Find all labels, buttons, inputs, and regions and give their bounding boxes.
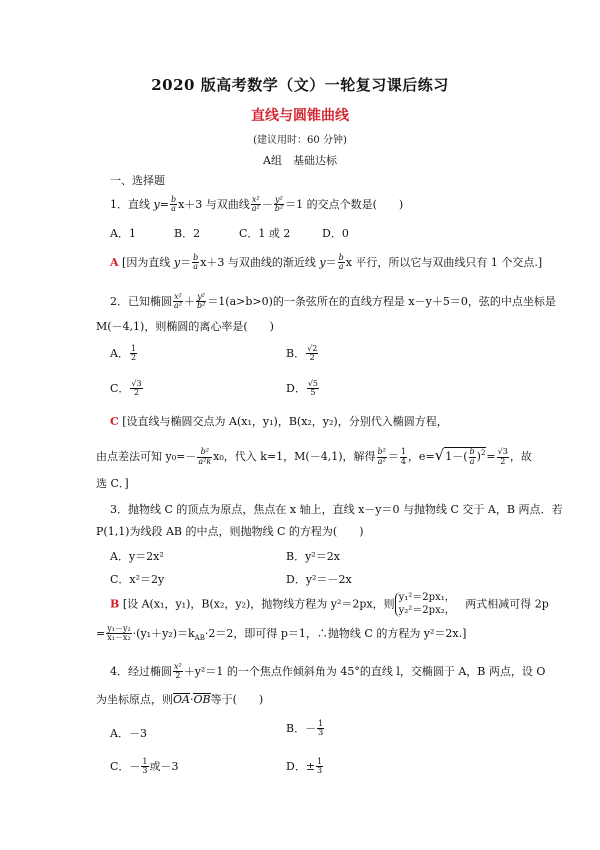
q4-stem: 4．经过椭圆 $\frac{\text{x²}}{2}$ ＋y²＝1 的一个焦点作倾斜角为 45°的直线 l，交椭圆于 A，B 两点，设 O [110, 662, 546, 681]
q2-option-b: B． $\frac{√2}{2}$ [286, 344, 318, 363]
q2-option-c: C． $\frac{√3}{2}$ [110, 379, 142, 398]
q1-stem: 1．直线 y= $\frac{b}{a}$ x＋3 与双曲线 $\frac{\text{x²}}{\text{a²}}$ － $\frac{\text{y²}}{\text{b²}}$ ＝1 的交点个数是( ) [110, 195, 404, 214]
q1-option-d: D．0 [322, 227, 349, 240]
q1-answer-letter: A [110, 255, 119, 269]
q2-answer-line2: 由点差法可知 y₀=－ $\frac{\text{b²}}{\text{a²k}}$ x₀，代入 k=1，M(－4,1)，解得 $\frac{\text{b²}}{\text{a²}}$ ＝ $\frac{1}{4}$ ，e=√1－( $\frac{b}{a}$ )$^2$= $\frac{√3}{2}$ ，故 [96, 446, 532, 466]
q2-answer-letter: C [110, 415, 119, 428]
q2-answer-line1: C [设直线与椭圆交点为 A(x₁，y₁)，B(x₂，y₂)，分别代入椭圆方程， [110, 415, 448, 428]
q4-stem-line2: 为坐标原点，则OA·OB等于( ) [96, 693, 264, 706]
q2-answer-line3: 选 C．] [96, 477, 129, 490]
group-label: A组 基础达标 [263, 154, 337, 167]
q3-answer-letter: B [110, 597, 120, 611]
q4-option-c: C．－ $\frac{1}{3}$ 或－3 [110, 757, 179, 776]
q3-option-d: D．y²＝－2x [286, 573, 352, 586]
q2-stem-line2: M(－4,1)，则椭圆的离心率是( ) [96, 320, 274, 333]
q3-option-a: A．y＝2x² [110, 550, 164, 563]
q3-stem-line2: P(1,1)为线段 AB 的中点，则抛物线 C 的方程为( ) [96, 525, 364, 538]
q1-option-a: A．1 [110, 227, 136, 240]
q4-option-d: D．± $\frac{1}{3}$ [286, 757, 323, 776]
q3-equation-system: y₁²＝2px₁， y₂²＝2px₂， [395, 592, 455, 617]
page-title: 2020 版高考数学（文）一轮复习课后练习 [151, 76, 449, 94]
q1-option-b: B．2 [174, 227, 201, 240]
q3-answer-line2: = $\frac{\text{y₁－y₂}}{\text{x₁－x₂}}$ $\cdot(y_1+y_2)=k_{AB}\cdot 2=2$，即可得 p＝1，∴抛物线 C 的方程为 y²＝2x.] [96, 624, 467, 643]
vector-ob: OB [193, 693, 211, 706]
vector-oa: OA [173, 693, 190, 706]
q2-option-a: A． $\frac{1}{2}$ [110, 344, 137, 363]
q1-option-c: C．1 或 2 [239, 227, 291, 240]
q3-option-b: B．y²＝2x [286, 550, 340, 563]
q2-stem: 2．已知椭圆 $\frac{\text{x²}}{\text{a²}}$ ＋ $\frac{\text{y²}}{\text{b²}}$ ＝1(a>b>0)的一条弦所在的直线方程是 x－y＋5＝0，弦的中点坐标是 [110, 292, 556, 311]
q1-answer: A [因为直线 y＝ $\frac{b}{a}$ x＋3 与双曲线的渐近线 y＝ $\frac{b}{a}$ x 平行，所以它与双曲线只有 1 个交点.] [110, 253, 543, 272]
page-subtitle: 直线与圆锥曲线 [251, 108, 349, 124]
q4-option-b: B．－ $\frac{1}{3}$ [286, 719, 324, 738]
section-heading: 一、选择题 [110, 174, 165, 187]
q3-option-c: C．x²＝2y [110, 573, 165, 586]
time-hint: (建议用时：60 分钟) [253, 135, 347, 146]
q4-option-a: A．－3 [110, 727, 147, 740]
q3-stem: 3．抛物线 C 的顶点为原点，焦点在 x 轴上，直线 x－y＝0 与抛物线 C 交于 A，B 两点．若 [110, 503, 563, 516]
q3-answer-line1: B [设 A(x₁，y₁)，B(x₂，y₂)，抛物线方程为 y²＝2px，则 y₁²＝2px₁， y₂²＝2px₂， 两式相减可得 2p [110, 592, 549, 616]
q2-option-d: D． $\frac{√5}{5}$ [286, 379, 319, 398]
